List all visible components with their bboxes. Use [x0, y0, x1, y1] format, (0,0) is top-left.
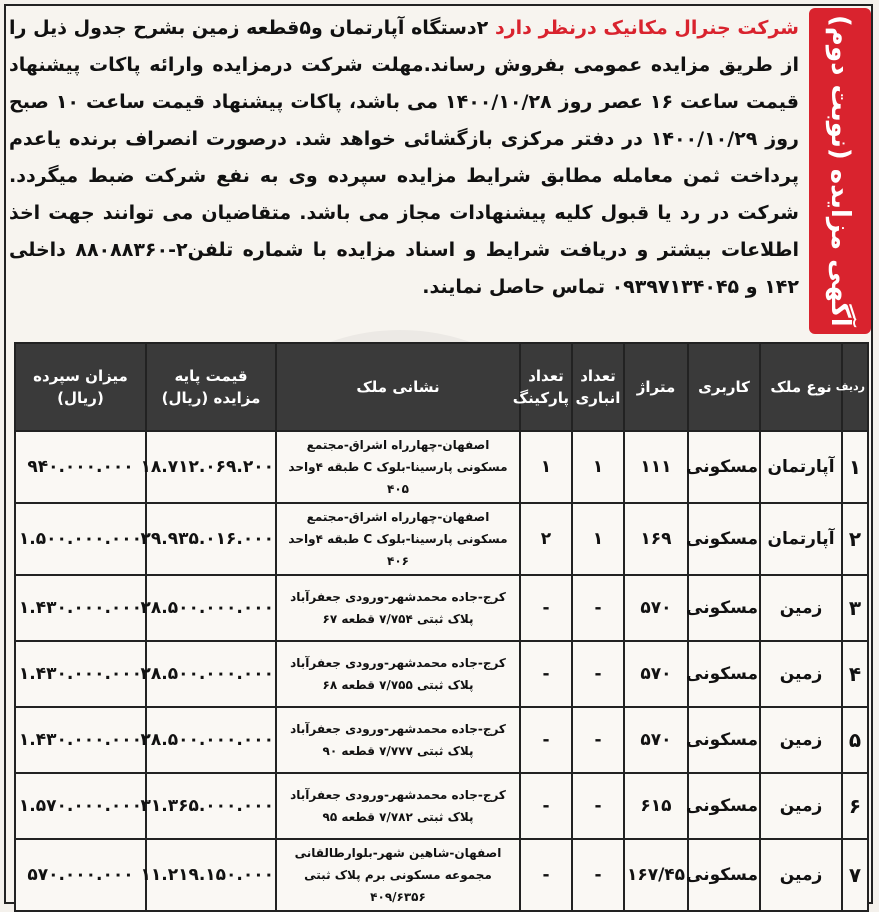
- row-storage: -: [572, 575, 624, 641]
- row-storage: ۱: [572, 503, 624, 575]
- row-address: کرج-جاده محمدشهر-ورودی جعفرآباد پلاک ثبتی ۷/۷۵۴ قطعه ۶۷: [276, 575, 520, 641]
- table-row: [15, 431, 868, 503]
- row-idx: ۵: [842, 707, 868, 773]
- intro-paragraph: [9, 10, 799, 306]
- row-deposit: ۱.۴۳۰.۰۰۰.۰۰۰: [15, 575, 146, 641]
- ad-banner: [809, 8, 871, 334]
- row-deposit: ۱.۵۷۰.۰۰۰.۰۰۰: [15, 773, 146, 839]
- row-parking: -: [520, 707, 572, 773]
- row-address: کرج-جاده محمدشهر-ورودی جعفرآباد پلاک ثبتی ۷/۷۸۲ قطعه ۹۵: [276, 773, 520, 839]
- row-area: ۵۷۰: [624, 575, 688, 641]
- row-idx: ۳: [842, 575, 868, 641]
- header-storage: تعداد انباری: [572, 343, 624, 431]
- row-base-price: ۲۸.۵۰۰.۰۰۰.۰۰۰: [146, 575, 276, 641]
- row-area: ۱۱۱: [624, 431, 688, 503]
- row-base-price: ۲۸.۵۰۰.۰۰۰.۰۰۰: [146, 707, 276, 773]
- row-usage: مسکونی: [688, 575, 760, 641]
- row-usage: مسکونی: [688, 641, 760, 707]
- row-storage: -: [572, 773, 624, 839]
- row-area: ۵۷۰: [624, 641, 688, 707]
- header-base-price: قیمت پایه مزایده (ریال): [146, 343, 276, 431]
- header-type: نوع ملک: [760, 343, 842, 431]
- table-row: [15, 503, 868, 575]
- row-parking: ۲: [520, 503, 572, 575]
- row-area: ۱۶۹: [624, 503, 688, 575]
- row-type: آپارتمان: [760, 503, 842, 575]
- row-type: زمین: [760, 575, 842, 641]
- row-storage: -: [572, 707, 624, 773]
- row-storage: -: [572, 839, 624, 911]
- row-deposit: ۵۷۰.۰۰۰.۰۰۰: [15, 839, 146, 911]
- header-area: متراژ: [624, 343, 688, 431]
- table-header-row: [15, 343, 868, 431]
- row-idx: ۱: [842, 431, 868, 503]
- row-parking: ۱: [520, 431, 572, 503]
- row-idx: ۴: [842, 641, 868, 707]
- header-parking: تعداد پارکینگ: [520, 343, 572, 431]
- header-deposit: میزان سپرده (ریال): [15, 343, 146, 431]
- row-area: ۶۱۵: [624, 773, 688, 839]
- row-usage: مسکونی: [688, 839, 760, 911]
- row-address: اصفهان-چهارراه اشراق-مجتمع مسکونی پارسینا-بلوک C طبقه ۴واحد ۴۰۶: [276, 503, 520, 575]
- auction-table: [14, 342, 869, 912]
- row-type: زمین: [760, 707, 842, 773]
- row-address: کرج-جاده محمدشهر-ورودی جعفرآباد پلاک ثبتی ۷/۷۵۵ قطعه ۶۸: [276, 641, 520, 707]
- row-deposit: ۱.۴۳۰.۰۰۰.۰۰۰: [15, 707, 146, 773]
- row-address: اصفهان-چهارراه اشراق-مجتمع مسکونی پارسینا-بلوک C طبقه ۴واحد ۴۰۵: [276, 431, 520, 503]
- header-address: نشانی ملک: [276, 343, 520, 431]
- row-type: زمین: [760, 773, 842, 839]
- row-base-price: ۱۸.۷۱۲.۰۶۹.۲۰۰: [146, 431, 276, 503]
- row-deposit: ۱.۴۳۰.۰۰۰.۰۰۰: [15, 641, 146, 707]
- row-parking: -: [520, 839, 572, 911]
- table-row: [15, 839, 868, 911]
- row-base-price: ۲۹.۹۳۵.۰۱۶.۰۰۰: [146, 503, 276, 575]
- row-usage: مسکونی: [688, 503, 760, 575]
- row-type: زمین: [760, 839, 842, 911]
- table-row: [15, 575, 868, 641]
- intro-text: [9, 10, 799, 306]
- row-idx: ۲: [842, 503, 868, 575]
- row-type: آپارتمان: [760, 431, 842, 503]
- row-area: ۵۷۰: [624, 707, 688, 773]
- row-parking: -: [520, 773, 572, 839]
- row-usage: مسکونی: [688, 431, 760, 503]
- row-parking: -: [520, 575, 572, 641]
- row-usage: مسکونی: [688, 707, 760, 773]
- row-address: اصفهان-شاهین شهر-بلوارطالقانی مجموعه مسکونی برم پلاک ثبتی ۴۰۹/۶۳۵۶: [276, 839, 520, 911]
- header-usage: کاربری: [688, 343, 760, 431]
- row-base-price: ۲۸.۵۰۰.۰۰۰.۰۰۰: [146, 641, 276, 707]
- row-area: ۱۶۷/۴۵: [624, 839, 688, 911]
- table-row: [15, 707, 868, 773]
- row-idx: ۶: [842, 773, 868, 839]
- company-statement: شرکت جنرال مکانیک درنظر دارد: [494, 17, 799, 39]
- row-idx: ۷: [842, 839, 868, 911]
- table-row: [15, 641, 868, 707]
- row-storage: ۱: [572, 431, 624, 503]
- row-type: زمین: [760, 641, 842, 707]
- banner-title: آگهی مزایده (نوبت دوم): [825, 15, 855, 327]
- intro-body: ۲دستگاه آپارتمان و۵قطعه زمین بشرح جدول ذیل را از طریق مزایده عمومی بفروش رساند.مهلت شرکت درمزایده وارائه پاکات پیشنهاد قیمت ساعت ۱۶ عصر روز ۱۴۰۰/۱۰/۲۸ می باشد، پاکات پیشنهاد قیمت ساعت ۱۰ صبح روز ۱۴۰۰/۱۰/۲۹ در دفتر مرکزی بازگشائی خواهد شد. درصورت انصراف برنده یاعدم پرداخت ثمن معامله مطابق شرایط مزایده سپرده وی به نفع شرکت ضبط میگردد. شرکت در رد یا قبول کلیه پیشنهادات مجاز می باشد. متقاضیان می توانند جهت اخذ اطلاعات بیشتر و دریافت شرایط و اسناد مزایده با شماره تلفن۲-۸۸۰۸۸۳۶۰ داخلی ۱۴۲ و ۰۹۳۹۷۱۳۴۰۴۵ تماس حاصل نمایند.: [9, 17, 799, 298]
- row-deposit: ۱.۵۰۰.۰۰۰.۰۰۰: [15, 503, 146, 575]
- row-base-price: ۱۱.۲۱۹.۱۵۰.۰۰۰: [146, 839, 276, 911]
- table-row: [15, 773, 868, 839]
- row-address: کرج-جاده محمدشهر-ورودی جعفرآباد پلاک ثبتی ۷/۷۷۷ قطعه ۹۰: [276, 707, 520, 773]
- row-deposit: ۹۴۰.۰۰۰.۰۰۰: [15, 431, 146, 503]
- auction-table-wrap: [14, 342, 867, 912]
- header-idx: ردیف: [842, 343, 868, 431]
- row-storage: -: [572, 641, 624, 707]
- row-base-price: ۳۱.۳۶۵.۰۰۰.۰۰۰: [146, 773, 276, 839]
- row-usage: مسکونی: [688, 773, 760, 839]
- row-parking: -: [520, 641, 572, 707]
